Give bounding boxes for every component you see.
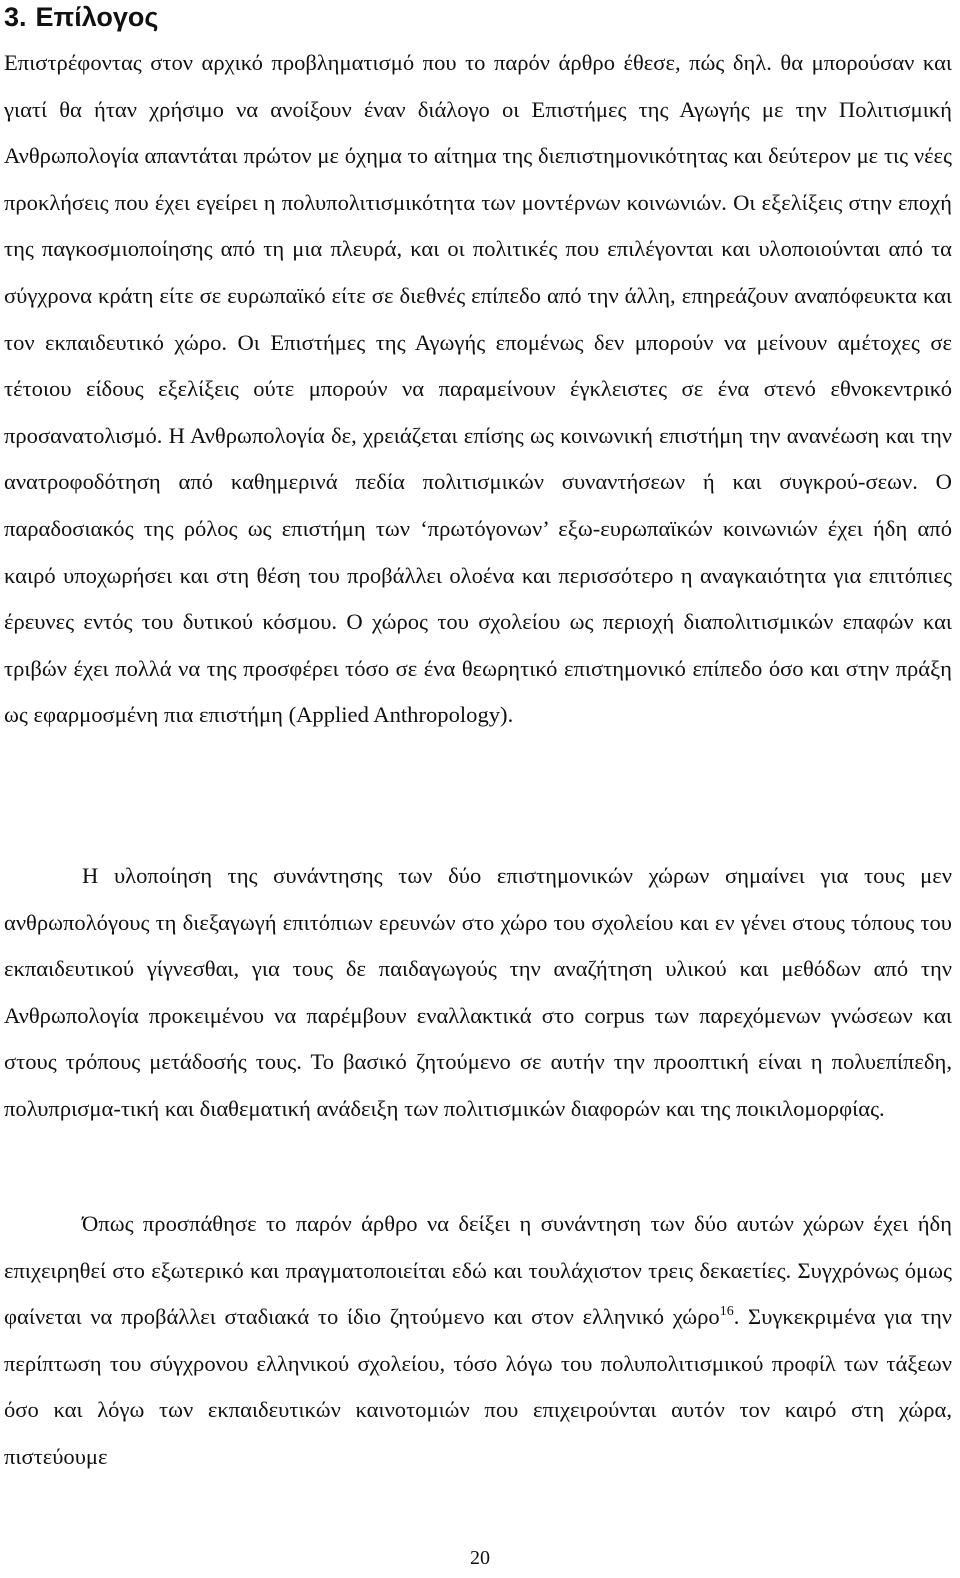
paragraph-2: Η υλοποίηση της συνάντησης των δύο επιστημονικών χώρων σημαίνει για τους μεν ανθρωπολόγους τη διεξαγωγή επιτόπιων ερευνών στο χώρο του σχολείου και εν γένει στους τόπους του εκπαιδευτικού γίγνεσθαι, για τους δε παιδαγωγούς την αναζήτηση υλικού και μεθόδων από την Ανθρωπολογία προκειμένου να παρέμβουν εναλλακτικά στο corpus των παρεχόμενων γνώσεων και στους τρόπους μετάδοσής τους. Το βασικό ζητούμενο σε αυτήν την προοπτική είναι η πολυεπίπεδη, πολυπρισμα-τική και διαθεματική ανάδειξη των πολιτισμικών διαφορών και της ποικιλομορφίας.	[4, 863, 952, 1121]
paragraph-3-text-end: . Συγκεκριμένα για την περίπτωση του σύγχρονου ελληνικού σχολείου, τόσο λόγω του πολυπολιτισμικού προφίλ των τάξεων όσο και λόγω των εκπαιδευτικών καινοτομιών που επιχειρούνται αυτόν τον καιρό στη χώρα, πιστεύουμε	[4, 1304, 952, 1469]
page-number: 20	[470, 1547, 490, 1569]
paragraph-1: Επιστρέφοντας στον αρχικό προβληματισμό που το παρόν άρθρο έθεσε, πώς δηλ. θα μπορούσαν και γιατί θα ήταν χρήσιμο να ανοίξουν έναν διάλογο οι Επιστήμες της Αγωγής με την Πολιτισμική Ανθρωπολογία απαντάται πρώτον με όχημα το αίτημα της διεπιστημονικότητας και δεύτερον με τις νέες προκλήσεις που έχει εγείρει η πολυπολιτισμικότητα των μοντέρνων κοινωνιών. Οι εξελίξεις στην εποχή της παγκοσμιοποίησης από τη μια πλευρά, και οι πολιτικές που επιλέγονται και υλοποιούνται από τα σύγχρονα κράτη είτε σε ευρωπαϊκό είτε σε διεθνές επίπεδο από την άλλη, επηρεάζουν αναπόφευκτα και τον εκπαιδευτικό χώρο. Οι Επιστήμες της Αγωγής επομένως δεν μπορούν να μείνουν αμέτοχες σε τέτοιου είδους εξελίξεις ούτε μπορούν να παραμείνουν έγκλειστες σε ένα στενό εθνοκεντρικό προσανατολισμό. Η Ανθρωπολογία δε, χρειάζεται επίσης ως κοινωνική επιστήμη την ανανέωση και την ανατροφοδότηση από καθημερινά πεδία πολιτισμικών συναντήσεων ή και συγκρού-σεων. Ο παραδοσιακός της ρόλος ως επιστήμη των ‘πρωτόγονων’ εξω-ευρωπαϊκών κοινωνιών έχει ήδη από καιρό υποχωρήσει και στη θέση του προβάλλει ολοένα και περισσότερο η αναγκαιότητα για επιτόπιες έρευνες εντός του δυτικού κόσμου. Ο χώρος του σχολείου ως περιοχή διαπολιτισμικών επαφών και τριβών έχει πολλά να της προσφέρει τόσο σε ένα θεωρητικό επιστημονικό επίπεδο όσο και στην πράξη ως εφαρμοσμένη πια επιστήμη (Applied Anthropology).	[4, 50, 952, 728]
paragraph-3	[4, 1201, 952, 1481]
section-title: Επίλογος	[35, 2, 159, 32]
section-heading	[4, 0, 158, 34]
footnote-reference: 16	[719, 1304, 734, 1320]
paragraph-3-text-start: Όπως προσπάθησε το παρόν άρθρο να δείξει η συνάντηση των δύο αυτών χώρων έχει ήδη επιχειρηθεί στο εξωτερικό και πραγματοποιείται εδώ και τουλάχιστον τρεις δεκαετίες. Συγχρόνως όμως φαίνεται να προβάλλει σταδιακά το ίδιο ζητούμενο και στον ελληνικό χώρο	[4, 1211, 952, 1330]
section-number: 3.	[4, 2, 27, 32]
